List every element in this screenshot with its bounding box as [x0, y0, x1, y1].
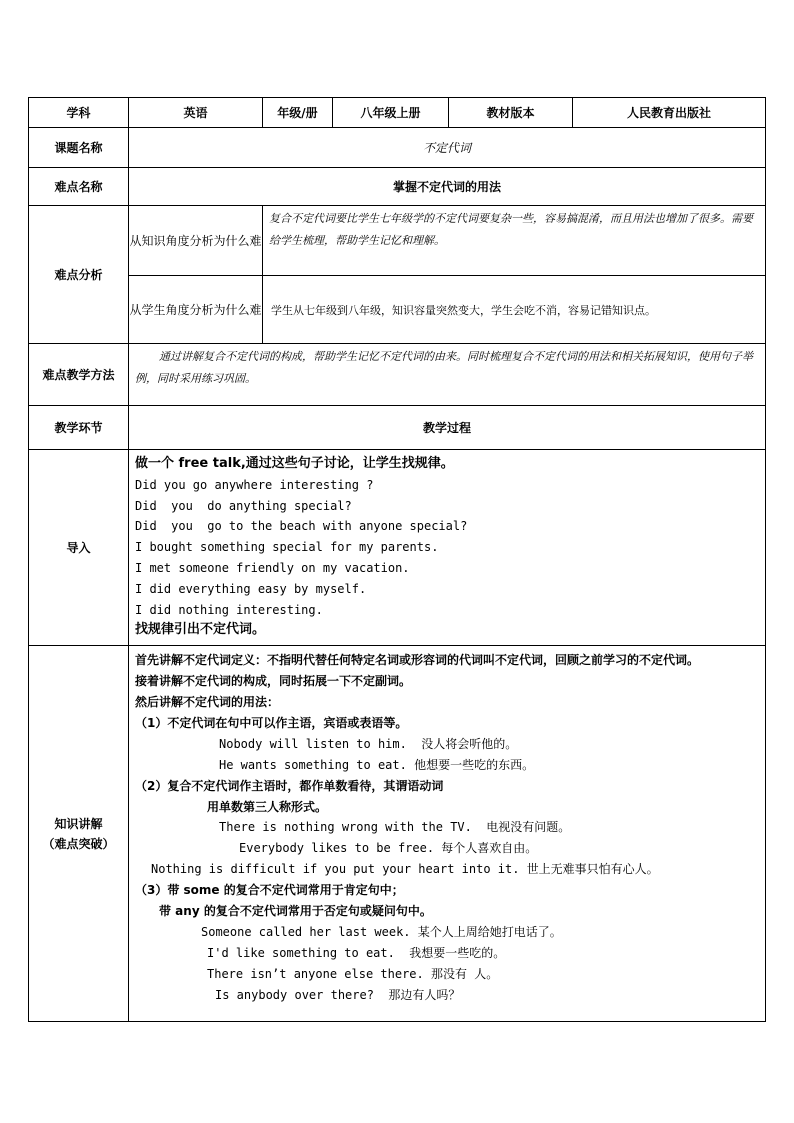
intro-line: I met someone friendly on my vacation. — [135, 560, 410, 575]
knowledge-line: 带 any 的复合不定代词常用于否定句或疑问句中。 — [159, 904, 432, 919]
knowledge-label-line2: （难点突破） — [42, 836, 115, 851]
method-label: 难点教学方法 — [29, 344, 129, 406]
knowledge-line: （3）带 some 的复合不定代词常用于肯定句中； — [135, 883, 404, 898]
analysis-student-row — [29, 276, 766, 344]
knowledge-line: 接着讲解不定代词的构成，同时拓展一下不定副词。 — [135, 674, 412, 689]
intro-line: I did nothing interesting. — [135, 602, 323, 617]
knowledge-line: 首先讲解不定代词定义：不指明代替任何特定名词或形容词的代词叫不定代词，回顾之前学习的不定代词。 — [135, 653, 700, 668]
knowledge-label — [29, 646, 129, 1022]
topic-row — [29, 128, 766, 168]
intro-line: Did you go to the beach with anyone special? — [135, 519, 468, 534]
knowledge-line: I'd like something to eat. 我想要一些吃的。 — [207, 945, 506, 960]
knowledge-line: There isn’t anyone else there. 那没有 人。 — [207, 966, 499, 981]
grade-label: 年级/册 — [263, 98, 333, 128]
intro-line: 找规律引出不定代词。 — [135, 622, 266, 638]
method-text: 通过讲解复合不定代词的构成，帮助学生记忆不定代词的由来。同时梳理复合不定代词的用法和相关拓展知识，使用句子举例，同时采用练习巩固。 — [129, 344, 766, 406]
header-row — [29, 98, 766, 128]
knowledge-line: （1）不定代词在句中可以作主语，宾语或表语等。 — [135, 715, 408, 730]
difficulty-value: 掌握不定代词的用法 — [129, 168, 766, 206]
knowledge-line: Nobody will listen to him. 没人将会听他的。 — [219, 736, 518, 751]
knowledge-line: Nothing is difficult if you put your heart into it. 世上无难事只怕有心人。 — [151, 862, 659, 877]
analysis-label: 难点分析 — [29, 206, 129, 344]
intro-line: Did you do anything special? — [135, 498, 352, 513]
difficulty-label: 难点名称 — [29, 168, 129, 206]
process-header-row — [29, 406, 766, 450]
method-row — [29, 344, 766, 406]
subject-label: 学科 — [29, 98, 129, 128]
student-angle-text: 学生从七年级到八年级，知识容量突然变大，学生会吃不消，容易记错知识点。 — [263, 276, 766, 344]
analysis-knowledge-row — [29, 206, 766, 276]
edition-value: 人民教育出版社 — [573, 98, 766, 128]
intro-line: I did everything easy by myself. — [135, 581, 367, 596]
topic-label: 课题名称 — [29, 128, 129, 168]
grade-value: 八年级上册 — [333, 98, 449, 128]
knowledge-angle-label: 从知识角度分析为什么难 — [129, 206, 263, 276]
intro-line: I bought something special for my parents. — [135, 540, 439, 555]
knowledge-line: There is nothing wrong with the TV. 电视没有问题。 — [219, 820, 571, 835]
intro-line: Did you go anywhere interesting ? — [135, 477, 374, 492]
intro-label: 导入 — [29, 450, 129, 646]
topic-value: 不定代词 — [129, 128, 766, 168]
difficulty-row — [29, 168, 766, 206]
knowledge-label-line1: 知识讲解 — [54, 816, 103, 831]
process-label: 教学过程 — [129, 406, 766, 450]
knowledge-line: Is anybody over there? 那边有人吗？ — [215, 987, 461, 1002]
student-angle-label: 从学生角度分析为什么难 — [129, 276, 263, 344]
knowledge-line: 然后讲解不定代词的用法： — [135, 694, 280, 709]
subject-value: 英语 — [129, 98, 263, 128]
knowledge-line: Someone called her last week. 某个人上周给她打电话了。 — [201, 924, 562, 939]
knowledge-line: 用单数第三人称形式。 — [207, 799, 328, 814]
step-label: 教学环节 — [29, 406, 129, 450]
knowledge-line: Everybody likes to be free. 每个人喜欢自由。 — [239, 841, 538, 856]
knowledge-content — [129, 646, 766, 1022]
knowledge-row — [29, 646, 766, 1022]
knowledge-angle-text: 复合不定代词要比学生七年级学的不定代词要复杂一些，容易搞混淆，而且用法也增加了很多。需要给学生梳理，帮助学生记忆和理解。 — [263, 206, 766, 276]
intro-content — [129, 450, 766, 646]
knowledge-line: He wants something to eat. 他想要一些吃的东西。 — [219, 757, 535, 772]
lesson-plan-table — [28, 97, 766, 1022]
edition-label: 教材版本 — [449, 98, 573, 128]
intro-row — [29, 450, 766, 646]
knowledge-line: （2）复合不定代词作主语时，都作单数看待，其谓语动词 — [135, 778, 444, 793]
intro-line: 做一个 free talk,通过这些句子讨论，让学生找规律。 — [135, 456, 454, 471]
